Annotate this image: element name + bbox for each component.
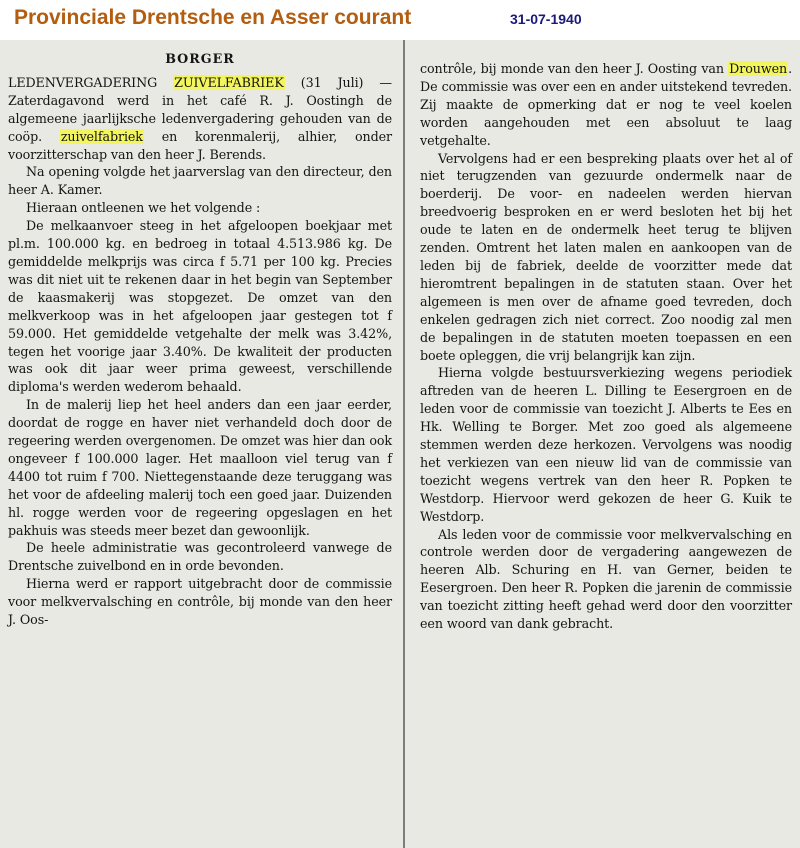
newspaper-clipping [0,40,800,848]
search-hit-highlight: ZUIVELFABRIEK [174,74,284,90]
paragraph: Na opening volgde het jaarverslag van den directeur, den heer A. Kamer. [8,164,392,198]
search-hit-highlight: Drouwen [729,61,788,76]
paragraph: Hierna werd er rapport uitgebracht door de commissie voor melkvervalsching en contrôle, bij monde van den heer J. Oos- [8,576,392,628]
paragraph-text: (31 Juli) — Zaterdagavond werd in het café R. J. Oostingh de algemeene jaarlijksche ledenvergadering gehouden van de coöp. [8,74,392,144]
column-divider [403,40,405,848]
right-column [412,40,800,848]
paragraph-text: contrôle, bij monde van den heer J. Oosting van [420,61,729,76]
paragraph: De melkaanvoer steeg in het afgeloopen boekjaar met pl.m. 100.000 kg. en bedroeg in totaal 4.513.986 kg. De gemiddelde melkprijs was circa f 5.71 per 100 kg. Precies was dit niet uit te rekenen daar in het begin van September de kaasmakerij was stopgezet. De omzet van den melkverkoop was in het afgeloopen jaar gestegen tot f 59.000. Het gemiddelde vetgehalte der melk was 3.42%, tegen het voorige jaar 3.40%. De kwaliteit der producten was ook dit jaar weer prima geweest, verschillende diploma's werden wederom behaald. [8,218,392,395]
publication-date: 31-07-1940 [510,11,582,27]
left-column [0,40,400,848]
paragraph: Als leden voor de commissie voor melkvervalsching en controle werden door de vergadering aangewezen de heeren Alb. Schuring en H. van Gerner, beiden te Eesergroen. Den heer R. Popken die jarenin de commissie van toezicht zitting heeft gehad werd door den voorzitter een woord van dank gebracht. [420,526,792,632]
paragraph-text: en korenmalerij, alhier, onder voorzitterschap van den heer J. Berends. [8,128,392,162]
paragraph: Hierna volgde bestuursverkiezing wegens periodiek aftreden van de heeren L. Dilling te Eesergroen en de leden voor de commissie van toezicht J. Alberts te Ees en Hk. Welling te Borger. Met zoo goed als algemeene stemmen werden deze herkozen. Vervolgens was noodig het verkiezen van een nieuw lid van de commissie van toezicht wegens vertrek van den heer R. Popken te Westdorp. Hiervoor werd gekozen de heer G. Kuik te Westdorp. [420,365,792,524]
paragraph [420,60,792,150]
paragraph-text: . De commissie was over een en ander uitstekend tevreden. Zij maakte de opmerking dat er nog te veel koelen worden aangehouden met een absoluut te laag vetgehalte. [420,61,792,148]
article-heading: LEDENVERGADERING [8,74,174,90]
paragraph: De heele administratie was gecontroleerd vanwege de Drentsche zuivelbond en in orde bevonden. [8,540,392,574]
newspaper-title: Provinciale Drentsche en Asser courant [14,6,412,29]
paragraph: In de malerij liep het heel anders dan een jaar eerder, doordat de rogge en haver niet verhandeld doch door de regeering werden overgenomen. De omzet was hier dan ook ongeveer f 100.000 lager. Het maalloon viel terug van f 4400 tot ruim f 700. Niettegenstaande deze teruggang was het voor de afdeeling malerij toch een goed jaar. Duizenden hl. rogge werden voor de regeering opgeslagen en het pakhuis was steeds meer bezet dan gewoonlijk. [8,397,392,538]
section-heading: BORGER [165,51,235,66]
page-header [0,0,800,40]
paragraph: Vervolgens had er een bespreking plaats over het al of niet terugzenden van gezuurde ondermelk naar de boerderij. De voor- en nadeelen werden hiervan breedvoerig besproken en er werd besloten het bij het oude te laten en de ondermelk heet terug te blijven zenden. Omtrent het laten malen en aankoopen van de leden bij de fabriek, deelde de voorzitter mede dat hieromtrent bepalingen in de statuten staan. Over het algemeen is men over de afname goed tevreden, doch enkelen gedragen zich niet correct. Zoo noodig zal men de bepalingen in de statuten moeten toepassen en een boete opleggen, die vrij belangrijk kan zijn. [420,150,792,363]
search-hit-highlight: zuivelfabriek [60,128,143,144]
article-heading-paragraph [8,74,392,164]
paragraph: Hieraan ontleenen we het volgende : [26,200,261,216]
